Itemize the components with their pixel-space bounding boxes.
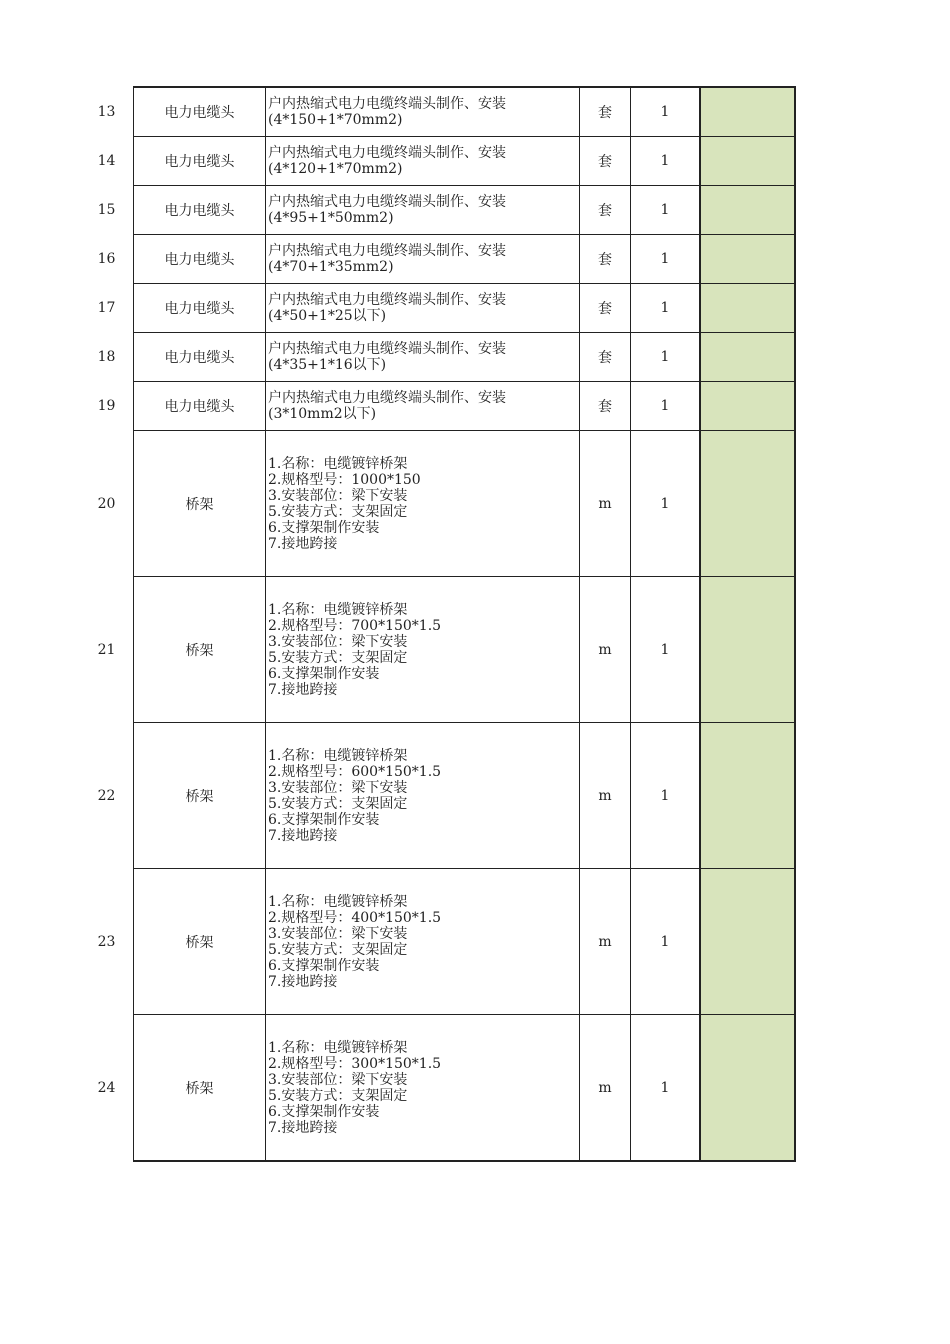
row-number: 14	[97, 153, 116, 169]
highlighted-price-cell[interactable]	[700, 87, 795, 137]
quantity-cell[interactable]: 1	[631, 87, 701, 137]
unit-cell[interactable]: 套	[580, 137, 631, 186]
quantity-cell[interactable]: 1	[631, 577, 701, 723]
quantity-cell[interactable]: 1	[631, 137, 701, 186]
item-description-cell[interactable]: 1.名称：电缆镀锌桥架 2.规格型号：600*150*1.5 3.安装部位：梁下安装 5.安装方式：支架固定 6.支撑架制作安装 7.接地跨接	[266, 723, 580, 869]
item-name-cell[interactable]: 电力电缆头	[134, 87, 266, 137]
unit-cell[interactable]: m	[580, 577, 631, 723]
unit-cell[interactable]: 套	[580, 186, 631, 235]
table-row	[80, 431, 795, 577]
highlighted-price-cell[interactable]	[700, 869, 795, 1015]
item-name-cell[interactable]: 电力电缆头	[134, 235, 266, 284]
quantity-cell[interactable]: 1	[631, 723, 701, 869]
quantity-cell[interactable]: 1	[631, 284, 701, 333]
table-row	[80, 87, 795, 137]
item-description-cell[interactable]: 1.名称：电缆镀锌桥架 2.规格型号：1000*150 3.安装部位：梁下安装 5.安装方式：支架固定 6.支撑架制作安装 7.接地跨接	[266, 431, 580, 577]
item-name-cell[interactable]: 桥架	[134, 869, 266, 1015]
unit-cell[interactable]: 套	[580, 235, 631, 284]
item-name-cell[interactable]: 电力电缆头	[134, 284, 266, 333]
row-number: 13	[97, 103, 116, 120]
row-number: 16	[97, 251, 116, 267]
item-description-cell[interactable]: 户内热缩式电力电缆终端头制作、安装 (4*50+1*25以下)	[266, 284, 580, 333]
highlighted-price-cell[interactable]	[700, 723, 795, 869]
unit-cell[interactable]: m	[580, 431, 631, 577]
highlighted-price-cell[interactable]	[700, 235, 795, 284]
row-number: 20	[97, 495, 116, 512]
item-description-cell[interactable]: 户内热缩式电力电缆终端头制作、安装 (4*95+1*50mm2)	[266, 186, 580, 235]
highlighted-price-cell[interactable]	[700, 1015, 795, 1162]
highlighted-price-cell[interactable]	[700, 577, 795, 723]
row-number: 17	[97, 300, 116, 316]
highlighted-price-cell[interactable]	[700, 333, 795, 382]
item-name-cell[interactable]: 桥架	[134, 723, 266, 869]
quantity-cell[interactable]: 1	[631, 382, 701, 431]
item-name-cell[interactable]: 桥架	[134, 577, 266, 723]
table-row	[80, 284, 795, 333]
item-name-cell[interactable]: 桥架	[134, 1015, 266, 1162]
item-description-cell[interactable]: 户内热缩式电力电缆终端头制作、安装 (4*70+1*35mm2)	[266, 235, 580, 284]
item-description-cell[interactable]: 户内热缩式电力电缆终端头制作、安装 (4*35+1*16以下)	[266, 333, 580, 382]
row-number: 19	[97, 398, 116, 414]
item-description-cell[interactable]: 户内热缩式电力电缆终端头制作、安装 (4*150+1*70mm2)	[266, 87, 580, 137]
item-name-cell[interactable]: 电力电缆头	[134, 333, 266, 382]
unit-cell[interactable]: 套	[580, 284, 631, 333]
table-row	[80, 235, 795, 284]
highlighted-price-cell[interactable]	[700, 186, 795, 235]
unit-cell[interactable]: m	[580, 1015, 631, 1162]
row-number: 21	[97, 641, 116, 658]
table-row	[80, 723, 795, 869]
highlighted-price-cell[interactable]	[700, 284, 795, 333]
table-row	[80, 333, 795, 382]
highlighted-price-cell[interactable]	[700, 382, 795, 431]
item-description-cell[interactable]: 1.名称：电缆镀锌桥架 2.规格型号：400*150*1.5 3.安装部位：梁下安装 5.安装方式：支架固定 6.支撑架制作安装 7.接地跨接	[266, 869, 580, 1015]
row-number: 15	[97, 202, 116, 218]
quantity-cell[interactable]: 1	[631, 1015, 701, 1162]
item-description-cell[interactable]: 户内热缩式电力电缆终端头制作、安装 (3*10mm2以下)	[266, 382, 580, 431]
item-name-cell[interactable]: 电力电缆头	[134, 137, 266, 186]
table-row	[80, 382, 795, 431]
row-number: 24	[97, 1079, 116, 1096]
quantity-cell[interactable]: 1	[631, 869, 701, 1015]
row-number: 23	[97, 933, 116, 950]
quantity-cell[interactable]: 1	[631, 333, 701, 382]
highlighted-price-cell[interactable]	[700, 137, 795, 186]
quantity-cell[interactable]: 1	[631, 431, 701, 577]
row-number: 22	[97, 787, 116, 804]
item-name-cell[interactable]: 电力电缆头	[134, 186, 266, 235]
unit-cell[interactable]: 套	[580, 87, 631, 137]
table-row	[80, 1015, 795, 1162]
item-name-cell[interactable]: 桥架	[134, 431, 266, 577]
highlighted-price-cell[interactable]	[700, 431, 795, 577]
quantity-cell[interactable]: 1	[631, 235, 701, 284]
bill-of-quantities-table	[80, 86, 796, 1162]
row-number: 18	[97, 349, 116, 365]
table-row	[80, 137, 795, 186]
item-description-cell[interactable]: 1.名称：电缆镀锌桥架 2.规格型号：700*150*1.5 3.安装部位：梁下安装 5.安装方式：支架固定 6.支撑架制作安装 7.接地跨接	[266, 577, 580, 723]
table-row	[80, 577, 795, 723]
table-row	[80, 869, 795, 1015]
item-description-cell[interactable]: 户内热缩式电力电缆终端头制作、安装 (4*120+1*70mm2)	[266, 137, 580, 186]
quantity-cell[interactable]: 1	[631, 186, 701, 235]
unit-cell[interactable]: m	[580, 723, 631, 869]
item-name-cell[interactable]: 电力电缆头	[134, 382, 266, 431]
unit-cell[interactable]: 套	[580, 382, 631, 431]
unit-cell[interactable]: m	[580, 869, 631, 1015]
item-description-cell[interactable]: 1.名称：电缆镀锌桥架 2.规格型号：300*150*1.5 3.安装部位：梁下安装 5.安装方式：支架固定 6.支撑架制作安装 7.接地跨接	[266, 1015, 580, 1162]
table-row	[80, 186, 795, 235]
unit-cell[interactable]: 套	[580, 333, 631, 382]
